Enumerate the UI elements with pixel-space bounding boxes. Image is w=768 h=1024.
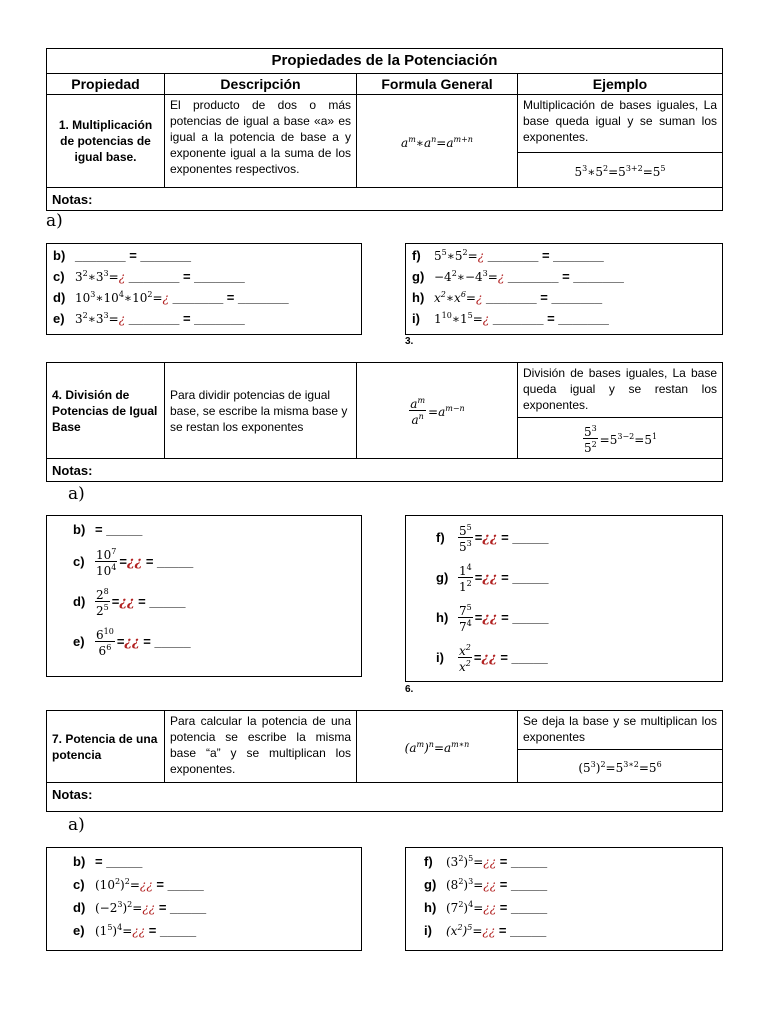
exercise-e	[53, 311, 245, 326]
notes-label: Notas:	[52, 192, 93, 207]
formula-math: $a^m∗a^n=a^{m+n}$	[401, 134, 473, 150]
ex-label: e)	[73, 634, 85, 649]
ex-frac: $\frac{6^{10}}{6^6}$	[96, 627, 114, 658]
f1-a: a	[401, 135, 409, 150]
ex-label: d)	[73, 900, 86, 915]
ex-answer[interactable]: =¿¿ = _____	[474, 529, 549, 546]
property-row	[47, 711, 722, 783]
ex-frac: $\frac{2^8}{2^5}$	[96, 587, 109, 618]
exercise-box-left-3	[46, 847, 362, 951]
exercise-h	[436, 602, 549, 633]
ex-frac: $\frac{7^5}{7^4}$	[459, 603, 472, 634]
ex-label: i)	[412, 311, 420, 326]
exercise-f	[412, 248, 604, 263]
ex-label: h)	[424, 900, 437, 915]
ex-expr: $3^2∗3^3=¿$	[75, 311, 126, 326]
example-math: $(5^3)^2=5^{3∗2}=5^6$	[578, 759, 662, 775]
ex-label: h)	[436, 610, 449, 625]
formula-general: $\frac{a^m}{a^n}$ $=a^{m-n}$	[357, 363, 518, 458]
ex-answer[interactable]: = _____	[498, 923, 547, 938]
property-row	[47, 95, 722, 188]
exercise-b	[73, 522, 142, 537]
ex-label: g)	[436, 570, 449, 585]
ex-label: f)	[424, 854, 433, 869]
ex-label: h)	[412, 290, 425, 305]
property-name: 7. Potencia de una potencia	[47, 711, 165, 782]
exercise-box-right-2	[405, 515, 723, 682]
ex-expr: $(7^2)^4=¿¿$	[446, 900, 497, 915]
ex-label: c)	[53, 269, 65, 284]
property-description: Para calcular la potencia de una potencia se escribe la misma base “a” y se multiplican los exponentes.	[165, 711, 357, 782]
exercise-g	[436, 562, 549, 593]
label-a-3: a)	[68, 815, 85, 835]
ex-answer[interactable]: = _____	[156, 877, 204, 892]
example-cell	[518, 363, 722, 458]
formula-general	[357, 95, 518, 187]
ex-answer[interactable]: = _____	[148, 923, 197, 938]
exercise-g	[424, 877, 547, 892]
ex-answer[interactable]: _______ = _______	[128, 311, 245, 326]
property-name: 4. División de Potencias de Igual Base	[47, 363, 165, 458]
formula-math: $(a^m)^n=a^{m∗n}$	[404, 740, 470, 755]
table-division	[46, 362, 723, 482]
ex-label: c)	[73, 554, 85, 569]
ex-answer[interactable]: = _____	[158, 900, 207, 915]
ex-label: c)	[73, 877, 85, 892]
table-multiplication	[46, 48, 723, 211]
ex-label: f)	[436, 530, 445, 545]
ex-expr: =	[95, 854, 103, 869]
ex-expr: =	[95, 522, 103, 537]
next-number-3: 3.	[405, 336, 414, 347]
page-title: Propiedades de la Potenciación	[47, 49, 722, 74]
exercise-e	[73, 626, 191, 657]
notes-label: Notas:	[52, 787, 93, 802]
exercise-b	[53, 248, 191, 263]
ex-answer[interactable]: _____	[106, 522, 143, 537]
ex-answer[interactable]: =¿¿ = _____	[119, 553, 194, 570]
ex-answer[interactable]: _______ = _______	[172, 290, 289, 305]
formula-frac: $\frac{a^m}{a^n}$	[410, 396, 426, 427]
ex-answer[interactable]: _______ = _______	[487, 248, 604, 263]
example-text: División de bases iguales, La base queda igual y se restan los exponentes.	[518, 363, 722, 418]
ex-expr: $(x^2)^5=¿¿$	[446, 923, 496, 938]
ex-answer[interactable]: _______ = _______	[492, 311, 609, 326]
table-power-of-power	[46, 710, 723, 812]
exercise-box-right-1	[405, 243, 723, 335]
example-math: $5^3∗5^2=5^{3+2}=5^5$	[574, 163, 666, 179]
ex-frac: $\frac{5^5}{5^3}$	[459, 523, 472, 554]
exercise-c	[73, 877, 204, 892]
ex-expr: $(8^2)^3=¿¿$	[446, 877, 497, 892]
exercise-d	[53, 290, 289, 305]
exercise-i	[412, 311, 609, 326]
ex-answer[interactable]: = _____	[499, 854, 548, 869]
ex-expr: $5^5∗5^2=¿$	[434, 248, 485, 263]
ex-answer[interactable]: =¿¿ = _____	[116, 633, 191, 650]
example-text: Se deja la base y se multiplican los exponentes	[518, 711, 722, 750]
ex-label: b)	[73, 854, 86, 869]
ex-label: i)	[424, 923, 432, 938]
ex-expr: $1^{10}∗1^5=¿$	[434, 311, 490, 326]
notes-label: Notas:	[52, 463, 93, 478]
example-cell	[518, 95, 722, 187]
exercise-b	[73, 854, 142, 869]
ex-expr: $3^2∗3^3=¿$	[75, 269, 126, 284]
exercise-box-left-2	[46, 515, 362, 677]
ex-answer[interactable]: = _____	[499, 900, 548, 915]
ex-label: e)	[53, 311, 65, 326]
ex-expr: $(3^2)^5=¿¿$	[446, 854, 497, 869]
exercise-c	[53, 269, 245, 284]
exercise-f	[424, 854, 547, 869]
ex-answer[interactable]: = _____	[499, 877, 548, 892]
ex-answer[interactable]: =¿¿ = _____	[474, 609, 549, 626]
ex-expr: $(10^2)^2=¿¿$	[95, 877, 153, 892]
ex-answer[interactable]: =¿¿ = _____	[473, 649, 548, 666]
exercise-f	[436, 522, 549, 553]
ex-expr: $-4^2∗-4^3=¿$	[434, 269, 505, 284]
ex-label: f)	[412, 248, 421, 263]
property-name: 1. Multiplicación de potencias de igual base.	[47, 95, 165, 187]
ex-answer[interactable]: _______ = _______	[75, 248, 192, 263]
property-description: El producto de dos o más potencias de igual a base «a» es igual a la potencia de base a y exponente igual a la suma de los exponentes respectivos.	[165, 95, 357, 187]
ex-expr: $(-2^3)^2=¿¿$	[95, 900, 156, 915]
ex-label: i)	[436, 650, 444, 665]
ex-label: e)	[73, 923, 85, 938]
ex-frac: $\frac{10^7}{10^4}$	[96, 547, 117, 578]
header-ejemplo: Ejemplo	[592, 76, 648, 92]
next-number-6: 6.	[405, 684, 414, 695]
ex-expr: $x^2∗x^6=¿$	[434, 290, 483, 305]
label-a-2: a)	[68, 484, 85, 504]
exercise-g	[412, 269, 624, 284]
ex-label: b)	[73, 522, 86, 537]
property-row	[47, 363, 722, 459]
ex-expr: $10^3∗10^4∗10^2=¿$	[75, 290, 169, 305]
ex-label: g)	[412, 269, 425, 284]
ex-label: d)	[73, 594, 86, 609]
exercise-box-left-1	[46, 243, 362, 335]
ex-label: g)	[424, 877, 437, 892]
exercise-box-right-3	[405, 847, 723, 951]
header-descripcion: Descripción	[165, 74, 357, 94]
exercise-e	[73, 923, 196, 938]
ex-label: d)	[53, 290, 66, 305]
example-cell	[518, 711, 722, 782]
example-frac: $\frac{5^3}{5^2}$	[583, 423, 597, 455]
ex-frac: $\frac{x^2}{x^2}$	[459, 643, 471, 674]
example-math: $\frac{5^3}{5^2}$ $=5^{3-2}=5^1$	[583, 423, 658, 455]
property-description: Para dividir potencias de igual base, se escribe la misma base y se restan los exponentes	[165, 363, 357, 458]
ex-answer[interactable]: =¿¿ = _____	[474, 569, 549, 586]
header-row	[47, 74, 722, 95]
ex-expr: $(1^5)^4=¿¿$	[95, 923, 146, 938]
ex-answer[interactable]: _______ = _______	[128, 269, 245, 284]
exercise-h	[424, 900, 547, 915]
example-text: Multiplicación de bases iguales, La base queda igual y se suman los exponentes.	[518, 95, 722, 153]
ex-answer[interactable]: _______ = _______	[486, 290, 603, 305]
exercise-d	[73, 900, 206, 915]
header-propiedad: Propiedad	[47, 74, 165, 94]
ex-frac: $\frac{1^4}{1^2}$	[459, 563, 472, 594]
exercise-c	[73, 546, 193, 577]
exercise-i	[424, 923, 546, 938]
ex-answer[interactable]: _____	[106, 854, 143, 869]
label-a-1: a)	[46, 211, 63, 231]
ex-answer[interactable]: _______ = _______	[507, 269, 624, 284]
exercise-i	[436, 642, 548, 673]
formula-general	[357, 711, 518, 782]
exercise-d	[73, 586, 186, 617]
header-formula: Formula General	[357, 74, 518, 94]
exercise-h	[412, 290, 602, 305]
ex-answer[interactable]: =¿¿ = _____	[111, 593, 186, 610]
ex-label: b)	[53, 248, 66, 263]
